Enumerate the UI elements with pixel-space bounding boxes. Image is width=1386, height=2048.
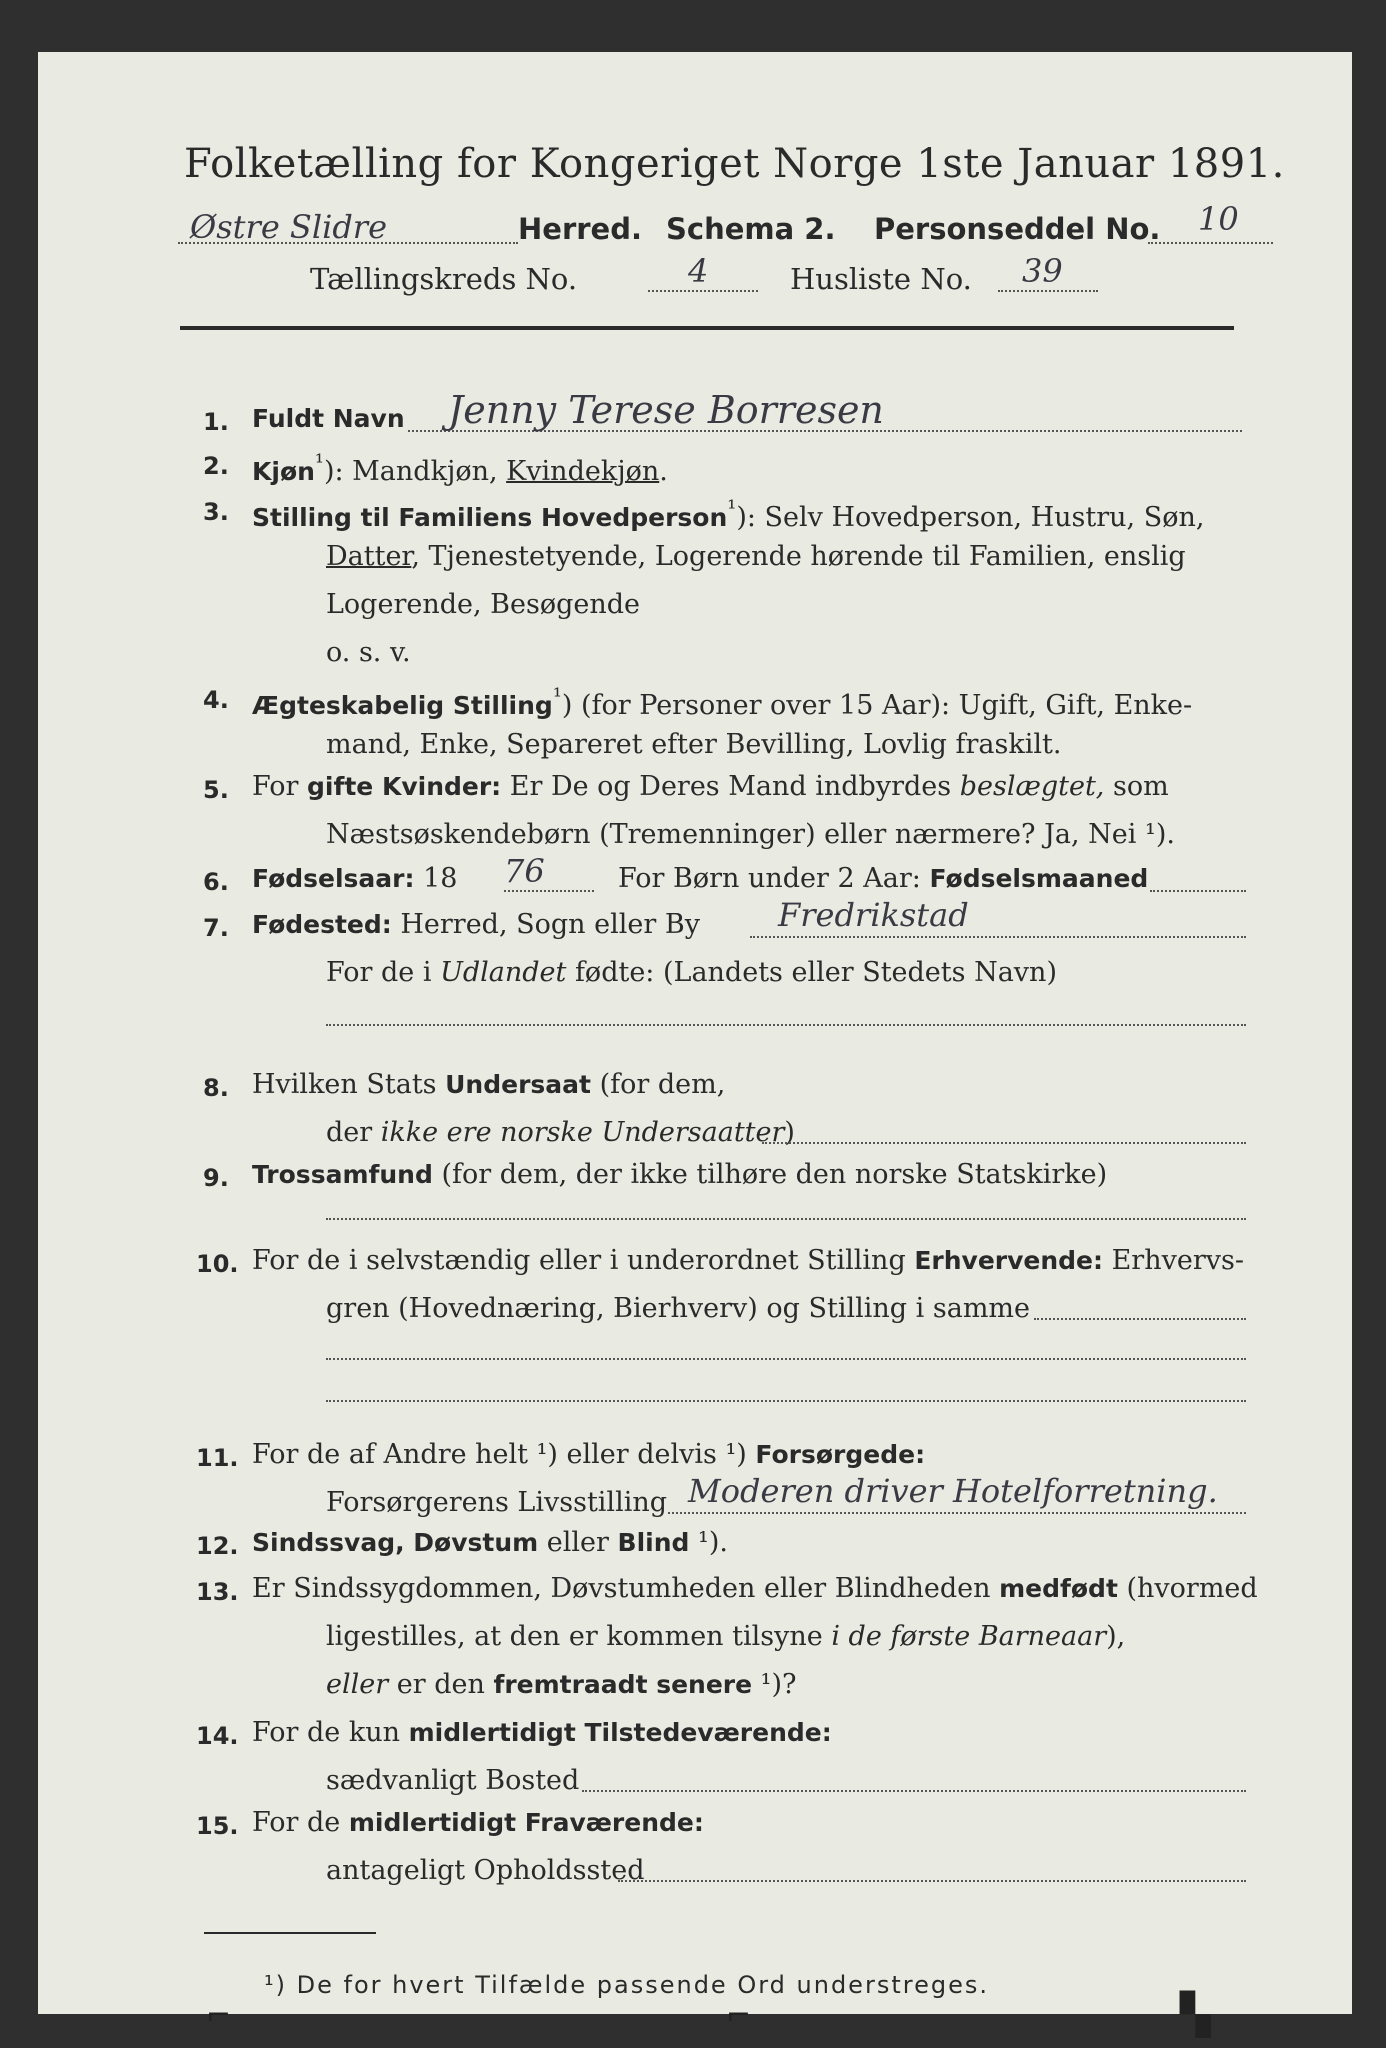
item-15-num: 15. — [196, 1812, 239, 1840]
item-2-text-b: . — [659, 456, 668, 487]
item-3-text-b: , Tjenestetyende, Logerende hørende til Familien, enslig — [411, 541, 1186, 572]
item-5-num: 5. — [203, 776, 229, 804]
item-10-blank-dots-1 — [326, 1358, 1246, 1360]
kreds-value: 4 — [688, 252, 709, 290]
corner-mark-left: ⌐ — [206, 1998, 232, 2033]
item-8-line2-b: ) — [784, 1117, 795, 1148]
item-7-num: 7. — [203, 914, 229, 942]
item-9-num: 9. — [203, 1164, 229, 1192]
item-15-text-a: For de — [252, 1807, 349, 1838]
herred-dots — [178, 242, 518, 244]
item-11-num: 11. — [196, 1444, 239, 1472]
item-10-line-1 — [252, 1244, 1244, 1278]
item-13-line3-italic: eller — [326, 1669, 389, 1700]
corner-mark-center: ⌐ — [726, 1998, 752, 2033]
item-10-dots — [1034, 1318, 1246, 1320]
item-6-text-a: For Børn under 2 Aar: — [618, 863, 930, 894]
item-11-text-a: For de af Andre helt ¹) eller delvis ¹) — [252, 1439, 756, 1470]
item-9-label: Trossamfund — [252, 1160, 433, 1189]
item-4-sup: ¹ — [552, 684, 562, 710]
item-10-line-2: gren (Hovednæring, Bierhverv) og Stilling i samme — [326, 1293, 1031, 1324]
item-4-text-a: ) (for Personer over 15 Aar): Ugift, Gift, Enke- — [561, 690, 1193, 721]
item-7-text-a: Herred, Sogn eller By — [391, 909, 700, 940]
item-3-line-1 — [252, 492, 1204, 535]
item-12-text-a: eller — [538, 1527, 618, 1558]
item-7-line2-a: For de i — [326, 957, 441, 988]
item-5-text-b: som — [1104, 771, 1169, 802]
item-8-label: Undersaat — [445, 1070, 591, 1099]
item-14-num: 14. — [196, 1722, 239, 1750]
item-9-line-1 — [252, 1158, 1107, 1192]
item-5-line-2: Næstsøskendebørn (Tremenninger) eller nærmere? Ja, Nei ¹). — [326, 819, 1175, 850]
item-13-line-3 — [326, 1668, 797, 1702]
item-10-text-b: Erhvervs- — [1103, 1245, 1244, 1276]
item-9-blank-dots — [326, 1218, 1246, 1220]
item-13-line3-b: ¹)? — [752, 1669, 797, 1700]
item-15-line-1 — [252, 1806, 704, 1840]
item-4-line-1 — [252, 680, 1192, 723]
header-rule — [180, 326, 1234, 330]
item-13-line2-b: ), — [1106, 1621, 1126, 1652]
item-3-text-a: ): Selv Hovedperson, Hustru, Søn, — [736, 502, 1205, 533]
item-13-label: medfødt — [999, 1574, 1118, 1603]
item-2-line — [252, 446, 668, 489]
item-3-sup: ¹ — [727, 496, 737, 522]
item-3-label: Stilling til Familiens Hovedperson — [252, 503, 728, 532]
item-1-label: Fuldt Navn — [252, 404, 405, 433]
item-14-dots — [582, 1790, 1246, 1792]
item-6-year-dots — [504, 890, 594, 892]
item-5-italic: beslægtet, — [959, 771, 1105, 802]
item-7-birthplace-value: Fredrikstad — [778, 896, 969, 934]
herred-value: Østre Slidre — [190, 208, 388, 246]
kreds-label: Tællingskreds No. — [310, 262, 578, 296]
item-11-line-2: Forsørgerens Livsstilling — [326, 1487, 668, 1518]
item-11-label: Forsørgede: — [755, 1440, 926, 1469]
item-7-line-2 — [326, 956, 1057, 990]
item-9-text-a: (for dem, der ikke tilhøre den norske Statskirke) — [432, 1159, 1108, 1190]
item-3-line-3: Logerende, Besøgende — [326, 589, 640, 620]
item-4-line-2: mand, Enke, Separeret efter Bevilling, Lovlig fraskilt. — [326, 729, 1062, 760]
item-8-line-2 — [326, 1116, 795, 1150]
item-14-text-a: For de kun — [252, 1717, 409, 1748]
item-11-line-1 — [252, 1438, 925, 1472]
item-8-num: 8. — [203, 1074, 229, 1102]
item-10-text-a: For de i selvstændig eller i underordnet Stilling — [252, 1245, 915, 1276]
item-6-month-dots — [1150, 890, 1246, 892]
item-8-line-1 — [252, 1068, 725, 1102]
item-2-text-a: ): Mandkjøn, — [323, 456, 507, 487]
census-form-sheet — [38, 52, 1352, 2038]
item-13-line-2 — [326, 1620, 1125, 1654]
item-12-label2: Blind — [617, 1528, 690, 1557]
item-15-label: midlertidigt Fraværende: — [348, 1808, 704, 1837]
item-13-line3-bold: fremtraadt senere — [493, 1670, 753, 1699]
item-7-line2-b: fødte: (Landets eller Stedets Navn) — [566, 957, 1057, 988]
item-11-dots — [668, 1512, 1246, 1514]
husliste-dots — [998, 290, 1098, 292]
herred-label: Herred. — [518, 212, 642, 246]
item-12-label: Sindssvag, Døvstum — [252, 1528, 539, 1557]
item-10-label: Erhvervende: — [914, 1246, 1104, 1275]
item-6-label: Fødselsaar: — [252, 864, 415, 893]
kreds-dots — [648, 290, 758, 292]
item-7-label: Fødested: — [252, 910, 392, 939]
item-6-label2: Fødselsmaaned — [929, 864, 1149, 893]
husliste-label: Husliste No. — [790, 262, 972, 296]
item-1-num: 1. — [203, 408, 229, 436]
item-13-num: 13. — [196, 1578, 239, 1606]
item-6-prefix: 18 — [414, 863, 458, 894]
item-10-blank-dots-2 — [326, 1400, 1246, 1402]
item-4-num: 4. — [203, 686, 229, 714]
schema-label: Schema 2. — [666, 212, 836, 246]
item-12-text-b: ¹). — [689, 1527, 728, 1558]
item-15-dots — [618, 1880, 1246, 1882]
item-14-line-2: sædvanligt Bosted — [326, 1765, 580, 1796]
item-15-line-2: antageligt Opholdssted — [326, 1855, 645, 1886]
item-7-line2-italic: Udlandet — [440, 957, 567, 988]
item-13-line2-italic: i de første Barneaar — [831, 1621, 1107, 1652]
item-14-label: midlertidigt Tilstedeværende: — [408, 1718, 832, 1747]
item-8-line2-a: der — [326, 1117, 381, 1148]
form-title: Folketælling for Kongeriget Norge 1ste Januar 1891. — [184, 141, 1285, 187]
item-8-dots — [762, 1142, 1246, 1144]
item-8-text-b: (for dem, — [590, 1069, 726, 1100]
personseddel-label: Personseddel No. — [874, 212, 1161, 246]
item-3-line-2 — [326, 540, 1186, 574]
item-13-line3-a: er den — [388, 1669, 494, 1700]
item-12-num: 12. — [196, 1532, 239, 1560]
item-2-selected: Kvindekjøn — [506, 456, 660, 487]
item-7-blank-dots — [326, 1024, 1246, 1026]
item-6-year-value: 76 — [504, 852, 545, 890]
item-6-line-b — [618, 862, 1148, 896]
item-8-line2-italic: ikke ere norske Undersaatter — [380, 1117, 785, 1148]
item-14-line-1 — [252, 1716, 832, 1750]
item-6-num: 6. — [203, 868, 229, 896]
item-3-selected: Datter — [326, 541, 412, 572]
husliste-value: 39 — [1022, 252, 1063, 290]
footnote: ¹) De for hvert Tilfælde passende Ord understreges. — [264, 1971, 989, 1999]
item-3-line-4: o. s. v. — [326, 637, 411, 668]
item-4-label: Ægteskabelig Stilling — [252, 691, 553, 720]
item-2-num: 2. — [203, 452, 229, 480]
item-11-provider-value: Moderen driver Hotelforretning. — [688, 1472, 1218, 1510]
item-10-num: 10. — [196, 1250, 239, 1278]
item-8-text-a: Hvilken Stats — [252, 1069, 446, 1100]
item-2-sup: ¹ — [314, 450, 324, 476]
item-3-num: 3. — [203, 498, 229, 526]
personseddel-dots — [1148, 242, 1273, 244]
item-1-name-value: Jenny Terese Borresen — [448, 388, 884, 432]
item-6-line — [252, 862, 457, 896]
item-13-text-b: (hvormed — [1117, 1573, 1258, 1604]
item-7-line-1 — [252, 908, 700, 942]
item-5-text-pre: For — [252, 771, 308, 802]
footnote-rule — [204, 1932, 376, 1934]
item-13-line-1 — [252, 1572, 1258, 1606]
item-13-line2-a: ligestilles, at den er kommen tilsyne — [326, 1621, 832, 1652]
item-13-text-a: Er Sindssygdommen, Døvstumheden eller Blindheden — [252, 1573, 1000, 1604]
item-7-dots — [750, 936, 1246, 938]
corner-mark-right: ▚ — [1180, 1992, 1211, 2038]
item-5-text-a: Er De og Deres Mand indbyrdes — [501, 771, 960, 802]
item-5-line-1 — [252, 770, 1169, 804]
item-12-line — [252, 1526, 728, 1560]
item-2-label: Kjøn — [252, 457, 315, 486]
item-5-label: gifte Kvinder: — [307, 772, 502, 801]
personseddel-value: 10 — [1198, 200, 1239, 238]
